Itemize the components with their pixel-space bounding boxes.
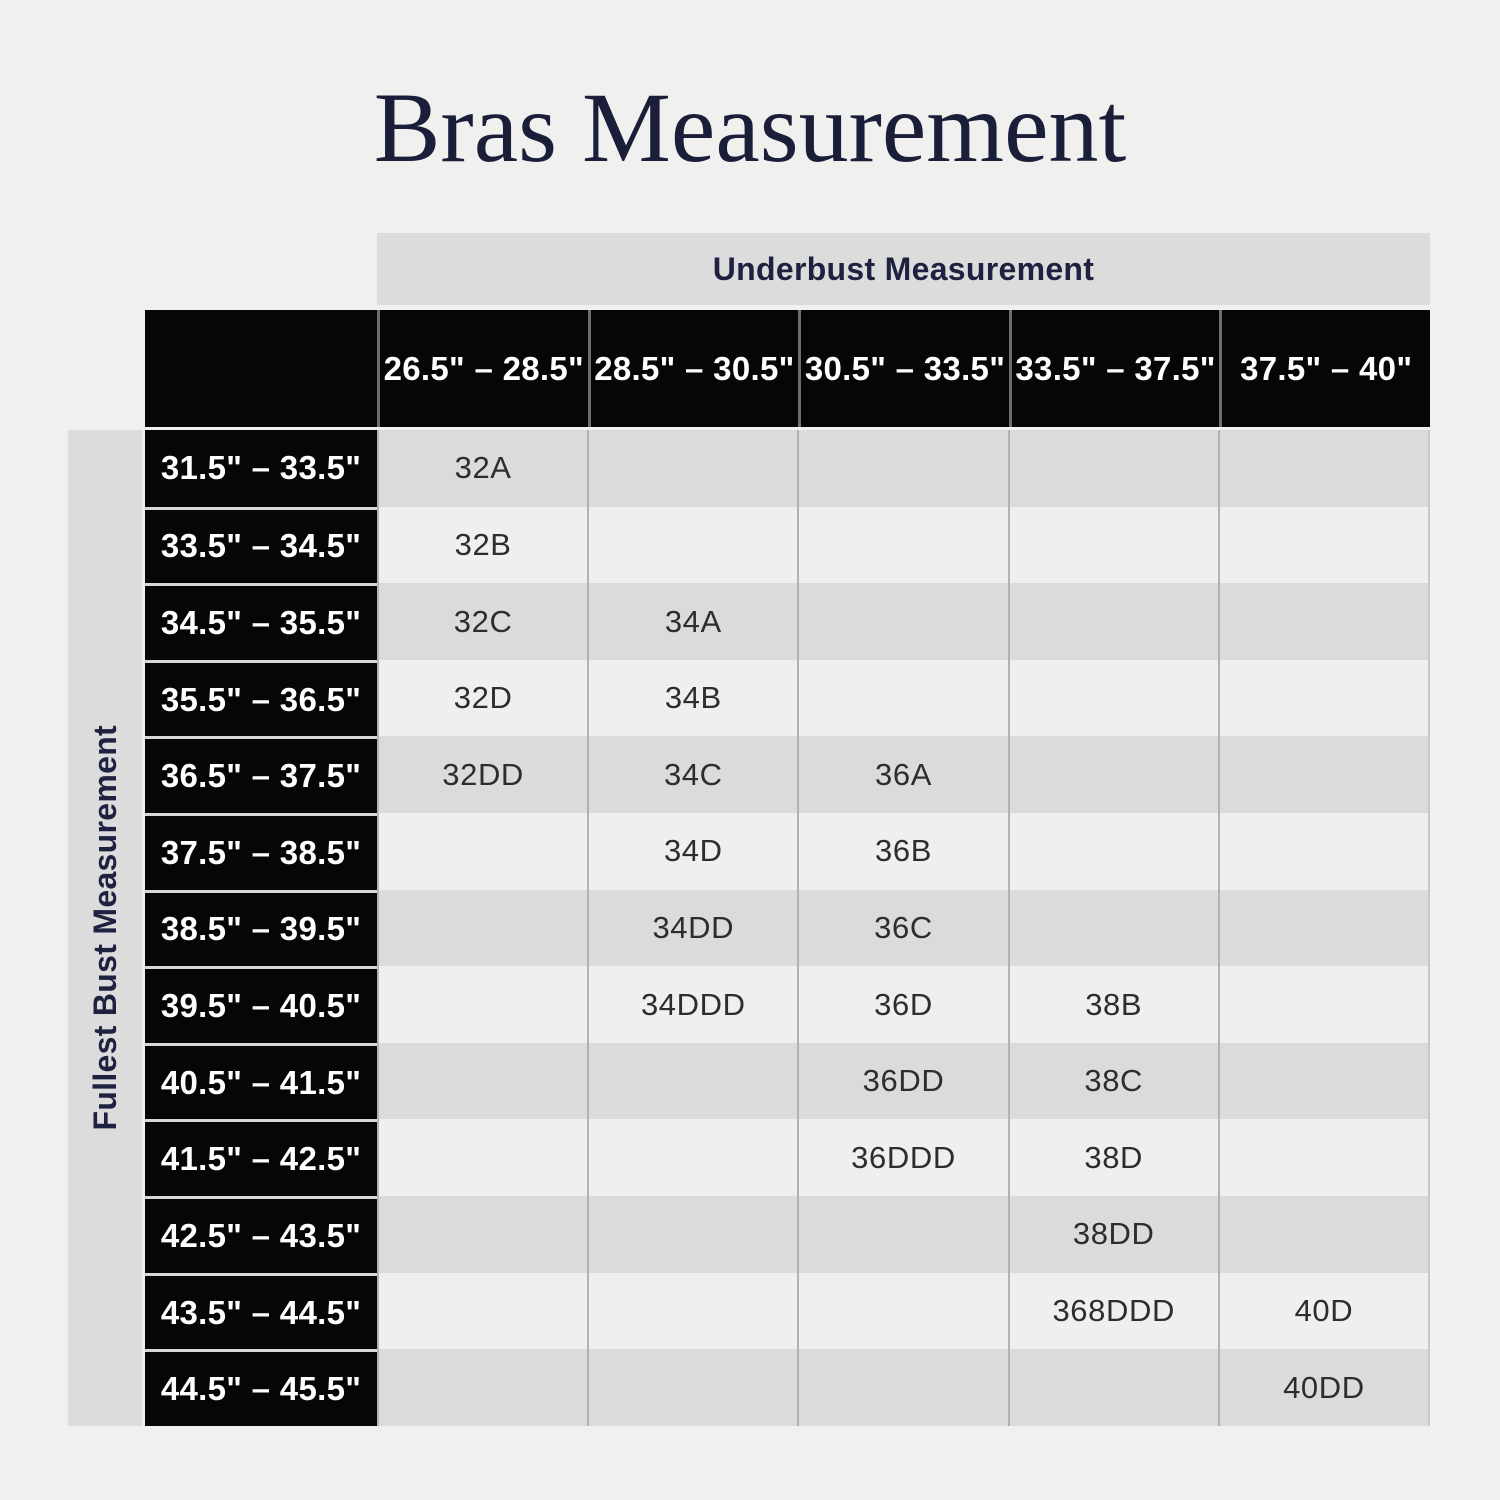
size-cell (377, 1043, 587, 1120)
table-row (145, 890, 1430, 967)
size-cell: 38DD (1008, 1196, 1218, 1273)
table-row (145, 660, 1430, 737)
size-cell: 34D (587, 813, 797, 890)
table-row (145, 1043, 1430, 1120)
table-row (145, 736, 1430, 813)
size-cell: 38B (1008, 966, 1218, 1043)
size-cell: 36DDD (797, 1119, 1007, 1196)
row-group-header-label: Fullest Bust Measurement (86, 725, 123, 1131)
size-cell (1218, 507, 1430, 584)
size-cell (1008, 813, 1218, 890)
table-row (145, 507, 1430, 584)
table-row (145, 1119, 1430, 1196)
table-row (145, 1273, 1430, 1350)
size-cell (377, 890, 587, 967)
row-header: 41.5" – 42.5" (145, 1119, 377, 1196)
corner-cell (145, 310, 377, 427)
size-cell (1008, 583, 1218, 660)
size-cell: 34C (587, 736, 797, 813)
size-cell: 34A (587, 583, 797, 660)
size-cell (1008, 660, 1218, 737)
column-header-row (145, 310, 1430, 427)
size-cell: 34DDD (587, 966, 797, 1043)
row-header: 40.5" – 41.5" (145, 1043, 377, 1120)
size-cell (587, 430, 797, 507)
size-cell (797, 430, 1007, 507)
size-cell (1218, 583, 1430, 660)
row-header: 34.5" – 35.5" (145, 583, 377, 660)
size-cell: 38D (1008, 1119, 1218, 1196)
row-header: 43.5" – 44.5" (145, 1273, 377, 1350)
size-cell (1218, 813, 1430, 890)
size-cell: 32C (377, 583, 587, 660)
row-header: 42.5" – 43.5" (145, 1196, 377, 1273)
size-cell (1218, 660, 1430, 737)
size-cell (797, 507, 1007, 584)
row-header: 33.5" – 34.5" (145, 507, 377, 584)
size-cell (587, 1119, 797, 1196)
size-cell: 34DD (587, 890, 797, 967)
size-cell: 32A (377, 430, 587, 507)
size-cell (797, 1349, 1007, 1426)
size-cell (1218, 430, 1430, 507)
size-cell (1008, 736, 1218, 813)
size-cell: 32D (377, 660, 587, 737)
size-cell: 40D (1218, 1273, 1430, 1350)
size-cell (1218, 966, 1430, 1043)
size-cell (1218, 736, 1430, 813)
size-cell (1008, 430, 1218, 507)
size-cell (377, 813, 587, 890)
size-cell (1218, 1119, 1430, 1196)
column-header: 33.5" – 37.5" (1009, 310, 1220, 427)
table-row (145, 1349, 1430, 1426)
size-cell: 36D (797, 966, 1007, 1043)
column-header: 30.5" – 33.5" (798, 310, 1009, 427)
size-cell (1218, 1196, 1430, 1273)
size-cell (1218, 890, 1430, 967)
size-cell (587, 1273, 797, 1350)
row-header: 35.5" – 36.5" (145, 660, 377, 737)
table-row (145, 583, 1430, 660)
column-header: 28.5" – 30.5" (588, 310, 799, 427)
size-cell: 32B (377, 507, 587, 584)
size-cell (797, 1196, 1007, 1273)
size-cell (377, 1273, 587, 1350)
column-header: 26.5" – 28.5" (377, 310, 588, 427)
size-cell (587, 1349, 797, 1426)
size-cell (797, 1273, 1007, 1350)
size-cell: 38C (1008, 1043, 1218, 1120)
table-rows (145, 430, 1430, 1426)
table-row (145, 1196, 1430, 1273)
row-header: 31.5" – 33.5" (145, 430, 377, 507)
size-cell (1218, 1043, 1430, 1120)
column-group-header-label: Underbust Measurement (712, 250, 1095, 287)
size-cell: 36DD (797, 1043, 1007, 1120)
size-cell: 34B (587, 660, 797, 737)
size-cell (1008, 1349, 1218, 1426)
size-cell (587, 1043, 797, 1120)
size-cell: 36B (797, 813, 1007, 890)
size-cell (377, 1196, 587, 1273)
column-header: 37.5" – 40" (1219, 310, 1430, 427)
size-cell: 40DD (1218, 1349, 1430, 1426)
size-cell (1008, 507, 1218, 584)
row-header: 38.5" – 39.5" (145, 890, 377, 967)
size-cell (377, 1119, 587, 1196)
row-header: 37.5" – 38.5" (145, 813, 377, 890)
table-row (145, 966, 1430, 1043)
table-row (145, 430, 1430, 507)
size-cell (587, 1196, 797, 1273)
size-cell: 36A (797, 736, 1007, 813)
row-group-header-band (68, 430, 142, 1426)
size-cell (1008, 890, 1218, 967)
size-cell (377, 1349, 587, 1426)
column-group-header-band (377, 233, 1430, 305)
size-cell: 368DDD (1008, 1273, 1218, 1350)
size-cell: 32DD (377, 736, 587, 813)
row-header: 36.5" – 37.5" (145, 736, 377, 813)
size-cell: 36C (797, 890, 1007, 967)
size-cell (797, 660, 1007, 737)
table-row (145, 813, 1430, 890)
row-header: 44.5" – 45.5" (145, 1349, 377, 1426)
size-cell (587, 507, 797, 584)
size-cell (797, 583, 1007, 660)
row-header: 39.5" – 40.5" (145, 966, 377, 1043)
size-cell (377, 966, 587, 1043)
page-title: Bras Measurement (373, 72, 1127, 183)
